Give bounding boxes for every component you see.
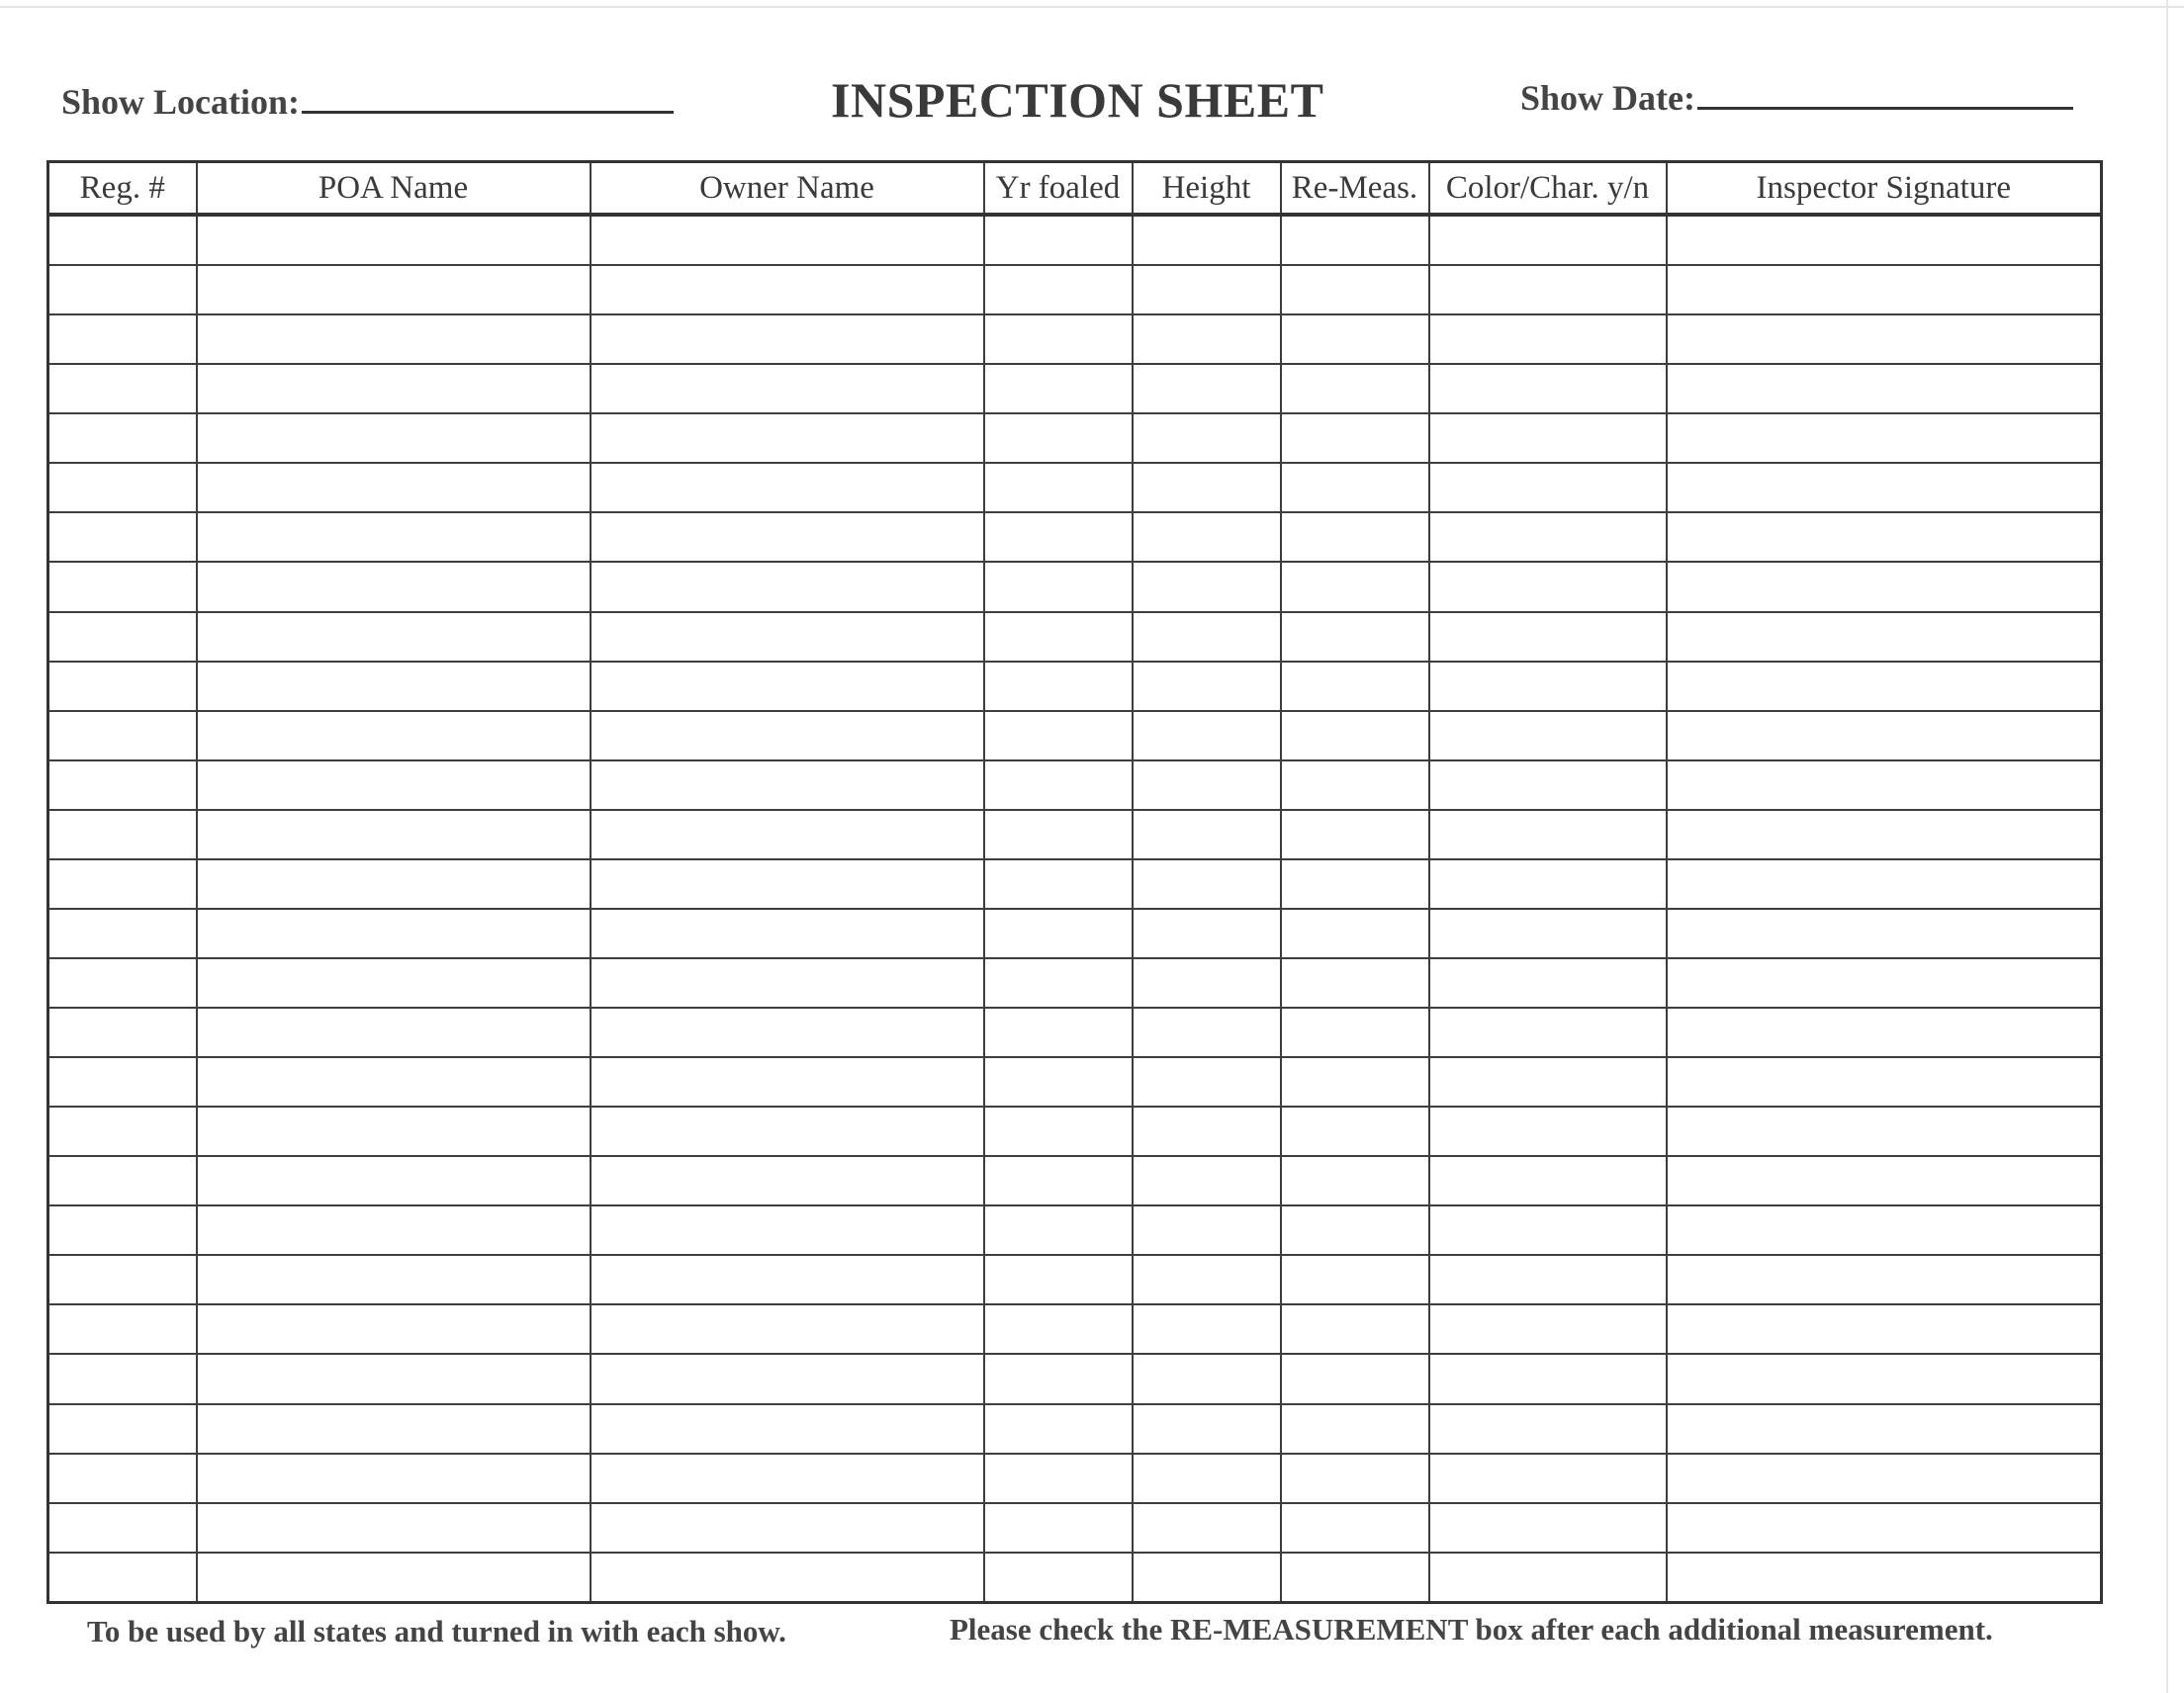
- poa-name-cell[interactable]: [197, 1553, 591, 1603]
- height-cell[interactable]: [1133, 413, 1281, 463]
- column-header-owner-name: Owner Name: [591, 162, 984, 216]
- yr-foaled-cell[interactable]: [984, 463, 1133, 512]
- show-date-blank[interactable]: [1697, 107, 2073, 110]
- inspector-signature-cell[interactable]: [1667, 1404, 2102, 1454]
- height-cell[interactable]: [1133, 1553, 1281, 1603]
- re-meas-cell[interactable]: [1281, 1057, 1429, 1107]
- inspector-signature-cell[interactable]: [1667, 1354, 2102, 1403]
- table-row: [48, 1057, 2102, 1107]
- show-date-field: [1520, 69, 2073, 119]
- re-meas-cell[interactable]: [1281, 413, 1429, 463]
- re-meas-cell[interactable]: [1281, 612, 1429, 662]
- height-cell[interactable]: [1133, 364, 1281, 413]
- column-header-reg-number: Reg. #: [48, 162, 197, 216]
- yr-foaled-cell[interactable]: [984, 1553, 1133, 1603]
- height-cell[interactable]: [1133, 1107, 1281, 1156]
- table-row: [48, 1304, 2102, 1354]
- height-cell[interactable]: [1133, 909, 1281, 958]
- owner-name-cell[interactable]: [591, 859, 984, 909]
- table-row: [48, 958, 2102, 1008]
- height-cell[interactable]: [1133, 859, 1281, 909]
- owner-name-cell[interactable]: [591, 909, 984, 958]
- table-header-row: [48, 162, 2102, 216]
- owner-name-cell[interactable]: [591, 265, 984, 314]
- reg-number-cell[interactable]: [48, 662, 197, 711]
- owner-name-cell[interactable]: [591, 1205, 984, 1255]
- height-cell[interactable]: [1133, 958, 1281, 1008]
- show-location-blank[interactable]: [302, 111, 674, 114]
- height-cell[interactable]: [1133, 1304, 1281, 1354]
- show-location-label: Show Location:: [61, 82, 301, 122]
- yr-foaled-cell[interactable]: [984, 1008, 1133, 1057]
- table-row: [48, 1354, 2102, 1403]
- color-char-cell[interactable]: [1429, 314, 1667, 364]
- reg-number-cell[interactable]: [48, 1255, 197, 1304]
- reg-number-cell[interactable]: [48, 1354, 197, 1403]
- color-char-cell[interactable]: [1429, 1354, 1667, 1403]
- color-char-cell[interactable]: [1429, 662, 1667, 711]
- yr-foaled-cell[interactable]: [984, 1354, 1133, 1403]
- re-meas-cell[interactable]: [1281, 1454, 1429, 1503]
- inspector-signature-cell[interactable]: [1667, 1553, 2102, 1603]
- table-row: [48, 1404, 2102, 1454]
- reg-number-cell[interactable]: [48, 1454, 197, 1503]
- table-row: [48, 760, 2102, 810]
- poa-name-cell[interactable]: [197, 562, 591, 611]
- table-row: [48, 512, 2102, 562]
- height-cell[interactable]: [1133, 711, 1281, 760]
- table-row: [48, 612, 2102, 662]
- color-char-cell[interactable]: [1429, 463, 1667, 512]
- table-row: [48, 413, 2102, 463]
- height-cell[interactable]: [1133, 612, 1281, 662]
- owner-name-cell[interactable]: [591, 1156, 984, 1205]
- owner-name-cell[interactable]: [591, 1057, 984, 1107]
- height-cell[interactable]: [1133, 562, 1281, 611]
- table-row: [48, 1205, 2102, 1255]
- height-cell[interactable]: [1133, 810, 1281, 859]
- reg-number-cell[interactable]: [48, 1156, 197, 1205]
- reg-number-cell[interactable]: [48, 413, 197, 463]
- height-cell[interactable]: [1133, 1404, 1281, 1454]
- color-char-cell[interactable]: [1429, 612, 1667, 662]
- reg-number-cell[interactable]: [48, 1304, 197, 1354]
- reg-number-cell[interactable]: [48, 859, 197, 909]
- color-char-cell[interactable]: [1429, 1304, 1667, 1354]
- height-cell[interactable]: [1133, 314, 1281, 364]
- poa-name-cell[interactable]: [197, 215, 591, 265]
- color-char-cell[interactable]: [1429, 1156, 1667, 1205]
- color-char-cell[interactable]: [1429, 1008, 1667, 1057]
- table-row: [48, 711, 2102, 760]
- column-header-height: Height: [1133, 162, 1281, 216]
- reg-number-cell[interactable]: [48, 810, 197, 859]
- color-char-cell[interactable]: [1429, 810, 1667, 859]
- inspector-signature-cell[interactable]: [1667, 1255, 2102, 1304]
- table-row: [48, 1503, 2102, 1553]
- inspector-signature-cell[interactable]: [1667, 265, 2102, 314]
- poa-name-cell[interactable]: [197, 463, 591, 512]
- re-meas-cell[interactable]: [1281, 463, 1429, 512]
- color-char-cell[interactable]: [1429, 1553, 1667, 1603]
- poa-name-cell[interactable]: [197, 1205, 591, 1255]
- table-row: [48, 364, 2102, 413]
- re-meas-cell[interactable]: [1281, 760, 1429, 810]
- re-meas-cell[interactable]: [1281, 662, 1429, 711]
- yr-foaled-cell[interactable]: [984, 909, 1133, 958]
- inspector-signature-cell[interactable]: [1667, 1107, 2102, 1156]
- reg-number-cell[interactable]: [48, 1008, 197, 1057]
- table-row: [48, 562, 2102, 611]
- yr-foaled-cell[interactable]: [984, 760, 1133, 810]
- reg-number-cell[interactable]: [48, 215, 197, 265]
- inspection-table: [46, 160, 2103, 1604]
- poa-name-cell[interactable]: [197, 711, 591, 760]
- footer-note-left: To be used by all states and turned in with each show.: [87, 1614, 786, 1648]
- inspector-signature-cell[interactable]: [1667, 1304, 2102, 1354]
- color-char-cell[interactable]: [1429, 711, 1667, 760]
- owner-name-cell[interactable]: [591, 463, 984, 512]
- poa-name-cell[interactable]: [197, 1304, 591, 1354]
- table-row: [48, 1156, 2102, 1205]
- column-header-re-meas: Re-Meas.: [1281, 162, 1429, 216]
- yr-foaled-cell[interactable]: [984, 1304, 1133, 1354]
- inspector-signature-cell[interactable]: [1667, 1205, 2102, 1255]
- poa-name-cell[interactable]: [197, 364, 591, 413]
- table-row: [48, 314, 2102, 364]
- owner-name-cell[interactable]: [591, 662, 984, 711]
- color-char-cell[interactable]: [1429, 760, 1667, 810]
- owner-name-cell[interactable]: [591, 1553, 984, 1603]
- re-meas-cell[interactable]: [1281, 1205, 1429, 1255]
- yr-foaled-cell[interactable]: [984, 1503, 1133, 1553]
- show-location-field: [61, 73, 674, 123]
- poa-name-cell[interactable]: [197, 662, 591, 711]
- color-char-cell[interactable]: [1429, 1057, 1667, 1107]
- table-row: [48, 1107, 2102, 1156]
- re-meas-cell[interactable]: [1281, 512, 1429, 562]
- owner-name-cell[interactable]: [591, 1255, 984, 1304]
- height-cell[interactable]: [1133, 760, 1281, 810]
- inspector-signature-cell[interactable]: [1667, 1008, 2102, 1057]
- color-char-cell[interactable]: [1429, 1255, 1667, 1304]
- re-meas-cell[interactable]: [1281, 1553, 1429, 1603]
- table-body: [48, 215, 2102, 1603]
- re-meas-cell[interactable]: [1281, 1008, 1429, 1057]
- table-row: [48, 215, 2102, 265]
- table-row: [48, 1454, 2102, 1503]
- reg-number-cell[interactable]: [48, 1553, 197, 1603]
- color-char-cell[interactable]: [1429, 562, 1667, 611]
- re-meas-cell[interactable]: [1281, 364, 1429, 413]
- inspector-signature-cell[interactable]: [1667, 562, 2102, 611]
- reg-number-cell[interactable]: [48, 1205, 197, 1255]
- poa-name-cell[interactable]: [197, 1057, 591, 1107]
- re-meas-cell[interactable]: [1281, 1255, 1429, 1304]
- poa-name-cell[interactable]: [197, 859, 591, 909]
- re-meas-cell[interactable]: [1281, 909, 1429, 958]
- inspector-signature-cell[interactable]: [1667, 413, 2102, 463]
- color-char-cell[interactable]: [1429, 1454, 1667, 1503]
- re-meas-cell[interactable]: [1281, 859, 1429, 909]
- inspector-signature-cell[interactable]: [1667, 612, 2102, 662]
- yr-foaled-cell[interactable]: [984, 711, 1133, 760]
- height-cell[interactable]: [1133, 1156, 1281, 1205]
- reg-number-cell[interactable]: [48, 314, 197, 364]
- table-row: [48, 1008, 2102, 1057]
- color-char-cell[interactable]: [1429, 1107, 1667, 1156]
- poa-name-cell[interactable]: [197, 810, 591, 859]
- yr-foaled-cell[interactable]: [984, 612, 1133, 662]
- page-edge: [2166, 0, 2168, 1693]
- inspector-signature-cell[interactable]: [1667, 1057, 2102, 1107]
- table-row: [48, 463, 2102, 512]
- inspector-signature-cell[interactable]: [1667, 1503, 2102, 1553]
- re-meas-cell[interactable]: [1281, 958, 1429, 1008]
- owner-name-cell[interactable]: [591, 810, 984, 859]
- inspector-signature-cell[interactable]: [1667, 314, 2102, 364]
- poa-name-cell[interactable]: [197, 512, 591, 562]
- yr-foaled-cell[interactable]: [984, 1156, 1133, 1205]
- re-meas-cell[interactable]: [1281, 1156, 1429, 1205]
- height-cell[interactable]: [1133, 1057, 1281, 1107]
- table-row: [48, 810, 2102, 859]
- poa-name-cell[interactable]: [197, 909, 591, 958]
- column-header-poa-name: POA Name: [197, 162, 591, 216]
- reg-number-cell[interactable]: [48, 1404, 197, 1454]
- inspector-signature-cell[interactable]: [1667, 364, 2102, 413]
- height-cell[interactable]: [1133, 1354, 1281, 1403]
- owner-name-cell[interactable]: [591, 1008, 984, 1057]
- yr-foaled-cell[interactable]: [984, 1205, 1133, 1255]
- height-cell[interactable]: [1133, 512, 1281, 562]
- owner-name-cell[interactable]: [591, 711, 984, 760]
- poa-name-cell[interactable]: [197, 1255, 591, 1304]
- owner-name-cell[interactable]: [591, 215, 984, 265]
- owner-name-cell[interactable]: [591, 512, 984, 562]
- re-meas-cell[interactable]: [1281, 1304, 1429, 1354]
- re-meas-cell[interactable]: [1281, 265, 1429, 314]
- reg-number-cell[interactable]: [48, 760, 197, 810]
- reg-number-cell[interactable]: [48, 909, 197, 958]
- owner-name-cell[interactable]: [591, 562, 984, 611]
- reg-number-cell[interactable]: [48, 711, 197, 760]
- poa-name-cell[interactable]: [197, 760, 591, 810]
- color-char-cell[interactable]: [1429, 958, 1667, 1008]
- yr-foaled-cell[interactable]: [984, 413, 1133, 463]
- poa-name-cell[interactable]: [197, 958, 591, 1008]
- poa-name-cell[interactable]: [197, 1503, 591, 1553]
- owner-name-cell[interactable]: [591, 314, 984, 364]
- reg-number-cell[interactable]: [48, 612, 197, 662]
- re-meas-cell[interactable]: [1281, 1503, 1429, 1553]
- page-edge: [0, 6, 2184, 8]
- yr-foaled-cell[interactable]: [984, 1454, 1133, 1503]
- yr-foaled-cell[interactable]: [984, 314, 1133, 364]
- poa-name-cell[interactable]: [197, 413, 591, 463]
- inspector-signature-cell[interactable]: [1667, 711, 2102, 760]
- color-char-cell[interactable]: [1429, 215, 1667, 265]
- color-char-cell[interactable]: [1429, 265, 1667, 314]
- yr-foaled-cell[interactable]: [984, 1255, 1133, 1304]
- inspector-signature-cell[interactable]: [1667, 1156, 2102, 1205]
- owner-name-cell[interactable]: [591, 1304, 984, 1354]
- re-meas-cell[interactable]: [1281, 215, 1429, 265]
- re-meas-cell[interactable]: [1281, 314, 1429, 364]
- yr-foaled-cell[interactable]: [984, 1404, 1133, 1454]
- yr-foaled-cell[interactable]: [984, 958, 1133, 1008]
- reg-number-cell[interactable]: [48, 1057, 197, 1107]
- table-row: [48, 662, 2102, 711]
- footer-note-right: Please check the RE-MEASUREMENT box after each additional measurement.: [950, 1612, 1993, 1647]
- owner-name-cell[interactable]: [591, 1503, 984, 1553]
- color-char-cell[interactable]: [1429, 859, 1667, 909]
- owner-name-cell[interactable]: [591, 612, 984, 662]
- table-row: [48, 265, 2102, 314]
- reg-number-cell[interactable]: [48, 562, 197, 611]
- color-char-cell[interactable]: [1429, 1503, 1667, 1553]
- owner-name-cell[interactable]: [591, 760, 984, 810]
- height-cell[interactable]: [1133, 463, 1281, 512]
- inspector-signature-cell[interactable]: [1667, 760, 2102, 810]
- table-row: [48, 859, 2102, 909]
- height-cell[interactable]: [1133, 1503, 1281, 1553]
- color-char-cell[interactable]: [1429, 1205, 1667, 1255]
- inspector-signature-cell[interactable]: [1667, 909, 2102, 958]
- yr-foaled-cell[interactable]: [984, 265, 1133, 314]
- poa-name-cell[interactable]: [197, 1454, 591, 1503]
- color-char-cell[interactable]: [1429, 909, 1667, 958]
- yr-foaled-cell[interactable]: [984, 662, 1133, 711]
- yr-foaled-cell[interactable]: [984, 1057, 1133, 1107]
- owner-name-cell[interactable]: [591, 1107, 984, 1156]
- reg-number-cell[interactable]: [48, 1503, 197, 1553]
- column-header-color-char: Color/Char. y/n: [1429, 162, 1667, 216]
- height-cell[interactable]: [1133, 265, 1281, 314]
- yr-foaled-cell[interactable]: [984, 859, 1133, 909]
- inspector-signature-cell[interactable]: [1667, 810, 2102, 859]
- reg-number-cell[interactable]: [48, 463, 197, 512]
- owner-name-cell[interactable]: [591, 364, 984, 413]
- poa-name-cell[interactable]: [197, 612, 591, 662]
- re-meas-cell[interactable]: [1281, 1354, 1429, 1403]
- table-row: [48, 909, 2102, 958]
- inspector-signature-cell[interactable]: [1667, 1454, 2102, 1503]
- inspector-signature-cell[interactable]: [1667, 463, 2102, 512]
- column-header-yr-foaled: Yr foaled: [984, 162, 1133, 216]
- poa-name-cell[interactable]: [197, 1156, 591, 1205]
- poa-name-cell[interactable]: [197, 1404, 591, 1454]
- color-char-cell[interactable]: [1429, 364, 1667, 413]
- re-meas-cell[interactable]: [1281, 562, 1429, 611]
- yr-foaled-cell[interactable]: [984, 364, 1133, 413]
- reg-number-cell[interactable]: [48, 364, 197, 413]
- yr-foaled-cell[interactable]: [984, 562, 1133, 611]
- poa-name-cell[interactable]: [197, 1008, 591, 1057]
- color-char-cell[interactable]: [1429, 413, 1667, 463]
- owner-name-cell[interactable]: [591, 1354, 984, 1403]
- inspector-signature-cell[interactable]: [1667, 215, 2102, 265]
- yr-foaled-cell[interactable]: [984, 215, 1133, 265]
- poa-name-cell[interactable]: [197, 265, 591, 314]
- re-meas-cell[interactable]: [1281, 810, 1429, 859]
- reg-number-cell[interactable]: [48, 1107, 197, 1156]
- owner-name-cell[interactable]: [591, 958, 984, 1008]
- color-char-cell[interactable]: [1429, 512, 1667, 562]
- table-row: [48, 1553, 2102, 1603]
- owner-name-cell[interactable]: [591, 1454, 984, 1503]
- table-row: [48, 1255, 2102, 1304]
- height-cell[interactable]: [1133, 1255, 1281, 1304]
- yr-foaled-cell[interactable]: [984, 512, 1133, 562]
- column-header-inspector-signature: Inspector Signature: [1667, 162, 2102, 216]
- poa-name-cell[interactable]: [197, 1354, 591, 1403]
- reg-number-cell[interactable]: [48, 958, 197, 1008]
- yr-foaled-cell[interactable]: [984, 1107, 1133, 1156]
- color-char-cell[interactable]: [1429, 1404, 1667, 1454]
- owner-name-cell[interactable]: [591, 413, 984, 463]
- inspector-signature-cell[interactable]: [1667, 512, 2102, 562]
- inspector-signature-cell[interactable]: [1667, 662, 2102, 711]
- owner-name-cell[interactable]: [591, 1404, 984, 1454]
- re-meas-cell[interactable]: [1281, 1107, 1429, 1156]
- inspector-signature-cell[interactable]: [1667, 958, 2102, 1008]
- poa-name-cell[interactable]: [197, 1107, 591, 1156]
- height-cell[interactable]: [1133, 1454, 1281, 1503]
- height-cell[interactable]: [1133, 215, 1281, 265]
- height-cell[interactable]: [1133, 1008, 1281, 1057]
- reg-number-cell[interactable]: [48, 265, 197, 314]
- re-meas-cell[interactable]: [1281, 711, 1429, 760]
- inspector-signature-cell[interactable]: [1667, 859, 2102, 909]
- page-title: INSPECTION SHEET: [831, 72, 1324, 128]
- re-meas-cell[interactable]: [1281, 1404, 1429, 1454]
- yr-foaled-cell[interactable]: [984, 810, 1133, 859]
- poa-name-cell[interactable]: [197, 314, 591, 364]
- height-cell[interactable]: [1133, 662, 1281, 711]
- height-cell[interactable]: [1133, 1205, 1281, 1255]
- show-date-label: Show Date:: [1520, 78, 1695, 118]
- reg-number-cell[interactable]: [48, 512, 197, 562]
